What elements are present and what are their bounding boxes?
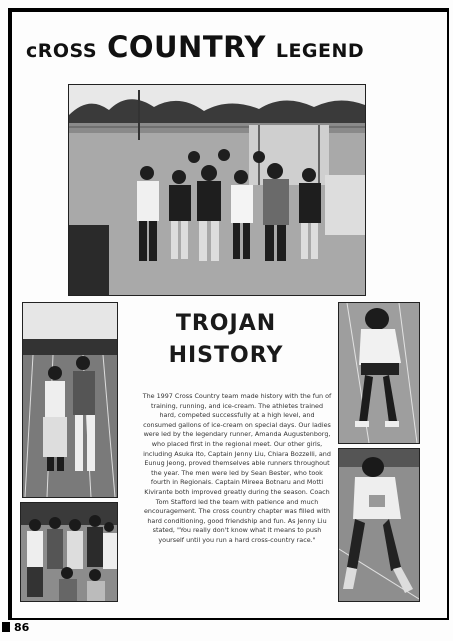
history-title-line1: TROJAN	[175, 311, 277, 336]
history-story: The 1997 Cross Country team made history with the fun of training, running, and ice-cream. The athletes trained hard, competed successfully at a high level, and consumed gallons of ice-cream on special days. Our ladies were led by the legendary runner, Amanda Augustenborg, who placed first in the regional meet. Our other girls, including Asuka Ito, Captain Jenny Liu, Chiara Bozzelli, and Eunug Jeong, proved themselves able runners throughout the year. The men were led by Sean Bester, who took fourth in Regionals. Captain Mireea Botnaru and Motti Kivirante both improved greatly during the season. Coach Tom Stafford led the team with patience and much encouragement. The cross country chapter was filled with hard conditioning, good friendship and fun. As Jenny Liu stated, "You really don't know what it means to push yourself until you run a hard cross-country race."	[142, 392, 332, 544]
page-number: 86	[14, 621, 30, 634]
team-photo	[68, 84, 366, 296]
right-bottom-photo	[338, 448, 420, 602]
right-top-photo	[338, 302, 420, 444]
left-bottom-photo	[20, 502, 118, 602]
page-border-right	[447, 8, 449, 620]
title-word-country: COUNTRY	[107, 30, 266, 64]
left-top-photo	[22, 302, 118, 498]
page-border-left	[8, 8, 12, 620]
page-marker	[2, 622, 10, 632]
history-title	[126, 308, 326, 372]
page-border-bottom	[8, 618, 448, 620]
page-border-top	[8, 8, 448, 12]
history-title-line2: HISTORY	[168, 343, 284, 368]
page-title	[26, 30, 426, 76]
title-word-cross: cROSS	[26, 40, 98, 62]
title-word-legend: LEGEND	[275, 40, 365, 62]
